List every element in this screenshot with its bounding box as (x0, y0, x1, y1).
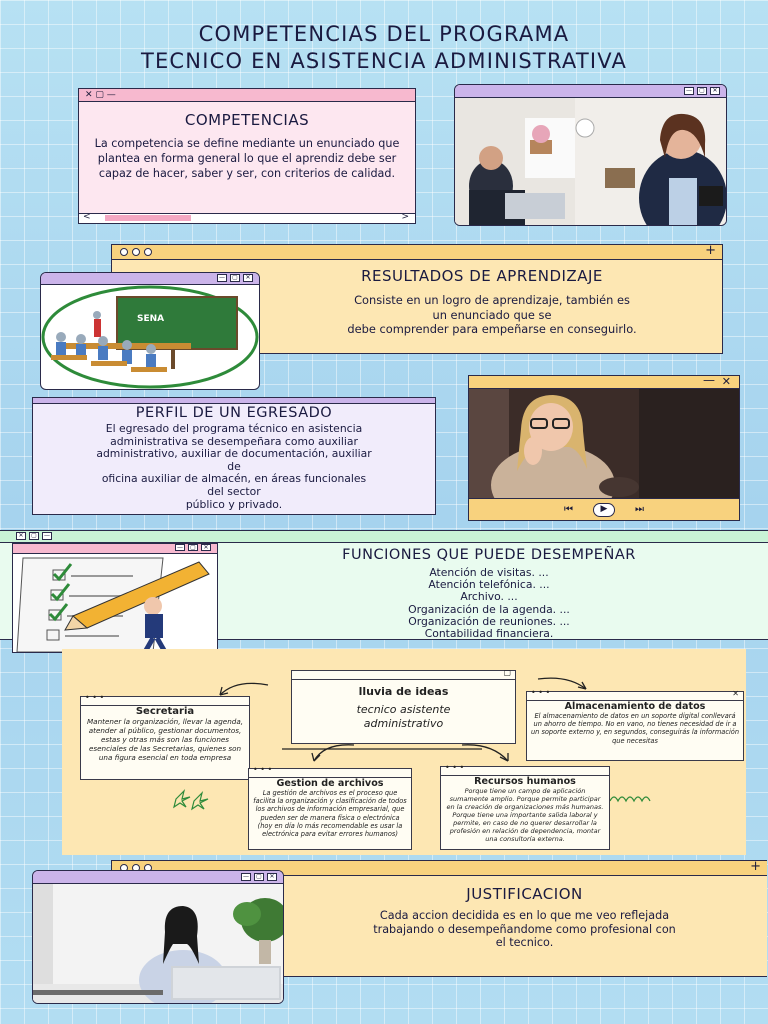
dot-icon[interactable] (132, 248, 140, 256)
minimize-icon[interactable]: — (703, 373, 715, 387)
photo-titlebar (455, 85, 726, 98)
plus-icon[interactable]: + (705, 243, 716, 258)
close-icon[interactable]: ✕ (243, 274, 253, 282)
window-dots-icon: • • • (531, 688, 551, 697)
center-idea-sub1: tecnico asistente (356, 703, 451, 716)
star-icon (192, 793, 208, 809)
center-idea-title: lluvia de ideas (358, 685, 449, 698)
classroom-illustration (41, 285, 259, 389)
office-photo-window (454, 84, 727, 226)
scroll-left-arrow-icon[interactable]: < (83, 212, 91, 222)
secretaria-bubble (80, 693, 250, 780)
justificacion-line: el tecnico. (495, 936, 554, 949)
resultados-text (262, 293, 722, 337)
bubble-titlebar (527, 688, 743, 701)
perfil-heading: PERFIL DE UN EGRESADO (135, 405, 333, 421)
previous-icon[interactable]: ⏮ (564, 504, 573, 515)
funcion-item: Contabilidad financiera. (424, 627, 554, 641)
plus-icon[interactable]: + (750, 859, 761, 874)
funcion-item: Atención telefónica. ... (428, 578, 550, 592)
justificacion-heading: JUSTIFICACION (466, 885, 583, 903)
woman-laptop-photo (33, 884, 283, 1003)
perfil-line: de (227, 459, 241, 473)
lluvia-de-ideas-panel (62, 649, 746, 855)
maximize-icon[interactable]: ▢ (230, 274, 240, 282)
maximize-icon[interactable]: ▢ (188, 544, 198, 551)
funcion-item: Atención de visitas. ... (429, 566, 549, 579)
perfil-line: oficina auxiliar de almacén, en áreas funcionales (101, 472, 367, 486)
perfil-line: público y privado. (185, 497, 283, 511)
page-title-line2: TECNICO EN ASISTENCIA ADMINISTRATIVA (140, 49, 628, 73)
almacenamiento-title: Almacenamiento de datos (564, 701, 706, 712)
perfil-window (32, 397, 436, 515)
resultados-line: debe comprender para empeñarse en conseguirlo. (347, 322, 637, 336)
window-dots (120, 248, 152, 256)
funciones-list (210, 567, 768, 640)
bubble-titlebar (81, 693, 249, 706)
window-controls-left (16, 532, 52, 540)
resultados-line: Consiste en un logro de aprendizaje, también es (354, 293, 630, 307)
svg-text:SENA: SENA (137, 314, 165, 324)
window-dots-icon: • • • (85, 693, 105, 702)
video-titlebar (469, 373, 739, 389)
video-frame-woman (469, 389, 739, 499)
secretaria-text: Mantener la organización, llevar la agenda, atender al público, gestionar documentos, estas y otras más son las funciones esenciales de las Secretarias, quienes son una figura esencial en toda empresa (86, 717, 244, 762)
maximize-icon[interactable]: ▢ (254, 873, 264, 881)
dot-icon[interactable] (120, 248, 128, 256)
scroll-right-arrow-icon[interactable]: > (401, 212, 409, 222)
close-icon[interactable]: ✕ (721, 375, 731, 388)
recursos-title: Recursos humanos (474, 776, 576, 787)
minimize-icon[interactable]: — (219, 274, 225, 281)
funciones-heading: FUNCIONES QUE PUEDE DESEMPEÑAR (342, 547, 636, 563)
window-controls-icon[interactable]: ✕ (732, 689, 739, 698)
almacenamiento-text: El almacenamiento de datos en un soporte digital conllevará un ahorro de tiempo. No en vano, no tienes necesidad de ir a un soporte externo y, en segundos, conseguirás la información que necesitas (531, 712, 739, 745)
office-workers-photo (455, 98, 726, 225)
window-dots-icon: • • • (253, 765, 273, 774)
scrollbar-thumb[interactable] (105, 215, 191, 221)
recursos-bubble (440, 763, 610, 850)
star-icon (174, 791, 190, 807)
window-controls-icon[interactable]: ▢ (503, 668, 511, 677)
gestion-text: La gestión de archivos es el proceso que facilita la organización y clasificación de todos los archivos de información empresarial, que pueden ser de manera física o electrónica (hoy en día lo más recomendable es usar la electrónica para evitar errores humanos) (253, 789, 407, 839)
maximize-icon[interactable]: ▢ (29, 532, 39, 540)
checklist-titlebar (13, 544, 217, 554)
competencias-titlebar (79, 89, 415, 102)
minimize-icon[interactable]: — (177, 544, 183, 551)
window-dots-icon: • • • (445, 763, 465, 772)
almacenamiento-bubble (526, 688, 744, 761)
justificacion-line: Cada accion decidida es en lo que me veo reflejada (379, 909, 670, 922)
funcion-item: Organización de la agenda. ... (408, 602, 570, 616)
perfil-titlebar (33, 398, 435, 404)
gestion-bubble (248, 765, 412, 850)
perfil-line: administrativa se desempeñara como auxiliar (110, 434, 358, 448)
video-controls (469, 498, 739, 520)
resultados-line: un enunciado que se (432, 307, 552, 322)
funciones-titlebar (0, 531, 768, 543)
bubble-titlebar (249, 765, 411, 778)
classroom-titlebar (41, 273, 259, 285)
page-title-line1: COMPETENCIAS DEL PROGRAMA (198, 22, 570, 46)
center-idea-sub2: administrativo (363, 717, 444, 730)
perfil-text (37, 423, 431, 511)
maximize-icon[interactable]: ▢ (697, 87, 707, 95)
secretaria-title: Secretaria (135, 706, 195, 717)
competencias-text: La competencia se define mediante un enunciado que plantea en forma general lo que el aprendiz debe ser capaz de hacer, saber y ser, con criterios de calidad. (94, 137, 400, 180)
close-icon[interactable]: ✕ (16, 532, 26, 540)
minimize-icon[interactable]: — (686, 87, 692, 94)
minimize-icon[interactable]: — (243, 873, 249, 880)
funcion-item: Organización de reuniones. ... (408, 614, 570, 628)
perfil-line: administrativo, auxiliar de documentación, auxiliar (96, 447, 372, 461)
video-player-window (468, 375, 740, 521)
bubble-titlebar (441, 763, 609, 776)
funcion-item: Archivo. ... (460, 590, 518, 604)
close-icon[interactable]: ✕ (201, 544, 211, 551)
window-controls-left[interactable]: ✕ ▢ — (85, 90, 116, 100)
competencias-heading: COMPETENCIAS (184, 111, 310, 129)
play-icon[interactable]: ▶ (593, 503, 615, 517)
squiggle-icon (610, 797, 650, 801)
gestion-title: Gestion de archivos (276, 778, 384, 789)
close-icon[interactable]: ✕ (267, 873, 277, 881)
center-idea-bubble (291, 670, 516, 744)
laptop-photo-window (32, 870, 284, 1004)
perfil-line: El egresado del programa técnico en asistencia (105, 422, 363, 435)
competencias-window (78, 88, 416, 224)
resultados-titlebar (112, 245, 722, 260)
bubble-titlebar (292, 668, 515, 680)
laptop-titlebar (33, 871, 283, 884)
checklist-image-window (12, 543, 218, 653)
next-icon[interactable]: ⏭ (635, 504, 644, 515)
classroom-image-window (40, 272, 260, 390)
checklist-pencil-illustration (13, 554, 217, 652)
minimize-icon[interactable]: — (44, 532, 50, 539)
dot-icon[interactable] (144, 248, 152, 256)
justificacion-text (282, 909, 767, 950)
justificacion-line: trabajando o desempeñandome como profesional con (373, 922, 676, 936)
recursos-text: Porque tiene un campo de aplicación sumamente amplio. Porque permite participar en la creación de organizaciones más humanas. Porque tiene una importante salida laboral y permite, en caso de no querer desarrollar la profesión en relación de dependencia, montar una consultoría externa. (446, 787, 604, 843)
perfil-line: del sector (207, 484, 261, 498)
horizontal-scrollbar[interactable] (79, 213, 415, 223)
resultados-heading: RESULTADOS DE APRENDIZAJE (361, 267, 603, 285)
close-icon[interactable]: ✕ (710, 87, 720, 95)
